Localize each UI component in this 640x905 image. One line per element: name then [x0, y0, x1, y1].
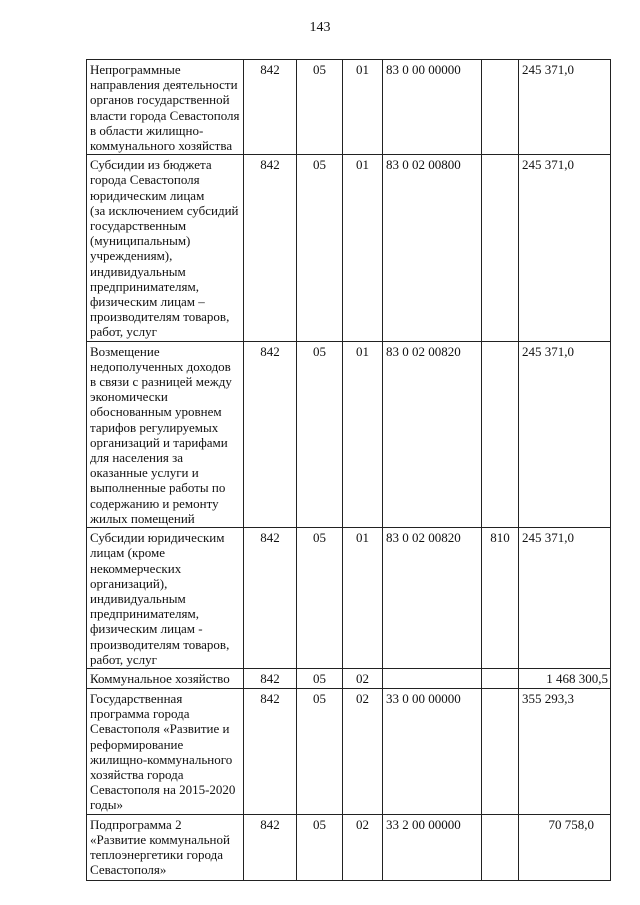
subsection-code: 02 [343, 668, 383, 688]
table-row [87, 60, 611, 155]
table-row [87, 528, 611, 669]
ministry-code: 842 [244, 60, 297, 155]
target-article: 83 0 02 00820 [383, 528, 482, 669]
amount: 355 293,3 [519, 688, 611, 814]
section-code: 05 [297, 528, 343, 669]
subsection-code: 02 [343, 814, 383, 880]
section-code: 05 [297, 814, 343, 880]
target-article: 33 0 00 00000 [383, 688, 482, 814]
row-name: Подпрограмма 2 «Развитие коммунальной теплоэнергетики города Севастополя» [87, 814, 244, 880]
expense-type [482, 155, 519, 341]
expense-type [482, 688, 519, 814]
ministry-code: 842 [244, 668, 297, 688]
row-name: Непрограммные направления деятельности органов государственной власти города Севастополя в области жилищно- коммунального хозяйства [87, 60, 244, 155]
amount: 245 371,0 [519, 528, 611, 669]
expense-type [482, 814, 519, 880]
amount: 245 371,0 [519, 155, 611, 341]
ministry-code: 842 [244, 155, 297, 341]
section-code: 05 [297, 155, 343, 341]
row-name: Государственная программа города Севастополя «Развитие и реформирование жилищно-коммунального хозяйства города Севастополя на 2015-2020 годы» [87, 688, 244, 814]
expense-type [482, 668, 519, 688]
row-name: Субсидии юридическим лицам (кроме некоммерческих организаций), индивидуальным предпринимателям, физическим лицам - производителям товаров, работ, услуг [87, 528, 244, 669]
target-article: 33 2 00 00000 [383, 814, 482, 880]
amount: 245 371,0 [519, 60, 611, 155]
amount: 70 758,0 [519, 814, 611, 880]
amount: 1 468 300,5 [519, 668, 611, 688]
row-name: Коммунальное хозяйство [87, 668, 244, 688]
subsection-code: 02 [343, 688, 383, 814]
ministry-code: 842 [244, 688, 297, 814]
section-code: 05 [297, 341, 343, 527]
section-code: 05 [297, 60, 343, 155]
subsection-code: 01 [343, 528, 383, 669]
expense-type [482, 341, 519, 527]
row-name: Субсидии из бюджета города Севастополя юридическим лицам (за исключением субсидий государственным (муниципальным) учреждениям), индивидуальным предпринимателям, физическим лицам – производителям товаров, работ, услуг [87, 155, 244, 341]
ministry-code: 842 [244, 528, 297, 669]
row-name: Возмещение недополученных доходов в связи с разницей между экономически обоснованным уровнем тарифов регулируемых организаций и тарифами для населения за оказанные услуги и выполненные работы по содержанию и ремонту жилых помещений [87, 341, 244, 527]
target-article: 83 0 00 00000 [383, 60, 482, 155]
subsection-code: 01 [343, 341, 383, 527]
ministry-code: 842 [244, 341, 297, 527]
section-code: 05 [297, 668, 343, 688]
section-code: 05 [297, 688, 343, 814]
amount: 245 371,0 [519, 341, 611, 527]
subsection-code: 01 [343, 155, 383, 341]
table-row [87, 814, 611, 880]
ministry-code: 842 [244, 814, 297, 880]
subsection-code: 01 [343, 60, 383, 155]
table-row [87, 688, 611, 814]
page-number: 143 [309, 20, 331, 35]
expense-type: 810 [482, 528, 519, 669]
table-row [87, 341, 611, 527]
expense-type [482, 60, 519, 155]
target-article [383, 668, 482, 688]
target-article: 83 0 02 00800 [383, 155, 482, 341]
table-row [87, 668, 611, 688]
target-article: 83 0 02 00820 [383, 341, 482, 527]
table-row [87, 155, 611, 341]
budget-table [86, 59, 611, 881]
